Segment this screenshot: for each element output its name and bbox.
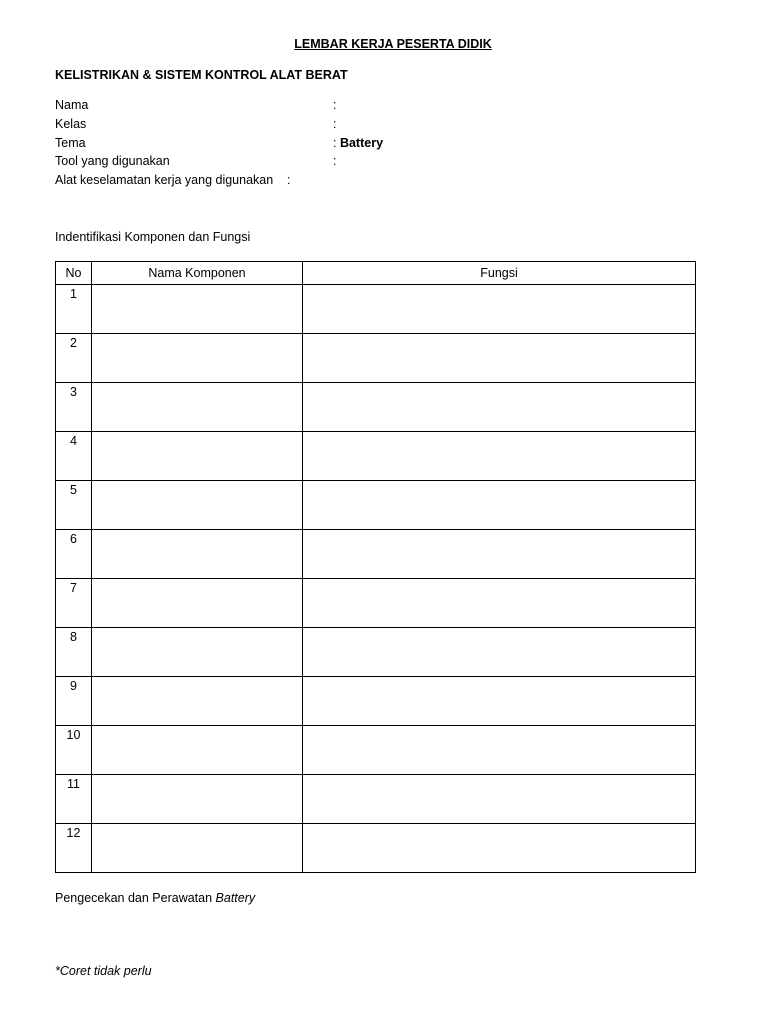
row-number: 8 [56,628,92,677]
checking-title [55,891,255,905]
row-number: 10 [56,726,92,775]
function-cell[interactable] [303,726,696,775]
subject-heading: KELISTRIKAN & SISTEM KONTROL ALAT BERAT [55,68,348,82]
checking-title-text: Pengecekan dan Perawatan [55,891,216,905]
table-header-row [56,262,696,285]
header-no: No [56,262,92,285]
component-name-cell[interactable] [92,677,303,726]
component-name-cell[interactable] [92,579,303,628]
component-table [55,261,696,873]
field-kelas [55,117,695,135]
row-number: 2 [56,334,92,383]
function-cell[interactable] [303,285,696,334]
field-colon: : [333,154,337,168]
table-row [56,628,696,677]
component-name-cell[interactable] [92,432,303,481]
row-number: 7 [56,579,92,628]
component-name-cell[interactable] [92,285,303,334]
function-cell[interactable] [303,824,696,873]
function-cell[interactable] [303,481,696,530]
field-nama [55,98,695,116]
function-cell[interactable] [303,775,696,824]
table-row [56,383,696,432]
header-function: Fungsi [303,262,696,285]
field-label: Kelas [55,117,87,131]
field-label: Tema [55,136,86,150]
row-number: 5 [56,481,92,530]
table-row [56,285,696,334]
row-number: 4 [56,432,92,481]
function-cell[interactable] [303,579,696,628]
component-name-cell[interactable] [92,628,303,677]
identification-title: Indentifikasi Komponen dan Fungsi [55,230,251,244]
checking-title-italic: Battery [215,891,256,905]
function-cell[interactable] [303,383,696,432]
table-row [56,530,696,579]
function-cell[interactable] [303,432,696,481]
field-label: Nama [55,98,89,112]
table-row [56,579,696,628]
field-value[interactable]: Battery [339,136,384,150]
field-tool [55,154,695,172]
table-row [56,432,696,481]
row-number: 9 [56,677,92,726]
component-name-cell[interactable] [92,775,303,824]
row-number: 1 [56,285,92,334]
component-name-cell[interactable] [92,726,303,775]
table-row [56,824,696,873]
table-row [56,334,696,383]
row-number: 6 [56,530,92,579]
field-colon: : [333,98,337,112]
row-number: 11 [56,775,92,824]
field-label: Tool yang digunakan [55,154,170,168]
function-cell[interactable] [303,530,696,579]
row-number: 12 [56,824,92,873]
page-title: LEMBAR KERJA PESERTA DIDIK [294,37,492,51]
function-cell[interactable] [303,677,696,726]
component-name-cell[interactable] [92,481,303,530]
field-label: Alat keselamatan kerja yang digunakan [55,173,274,187]
component-name-cell[interactable] [92,530,303,579]
field-safety-equipment [55,173,695,191]
row-number: 3 [56,383,92,432]
table-row [56,775,696,824]
field-colon: : Battery [333,136,384,150]
component-name-cell[interactable] [92,334,303,383]
function-cell[interactable] [303,334,696,383]
component-name-cell[interactable] [92,824,303,873]
footnote: *Coret tidak perlu [55,964,152,978]
table-row [56,726,696,775]
field-tema [55,136,695,154]
table-row [56,677,696,726]
header-component-name: Nama Komponen [92,262,303,285]
component-name-cell[interactable] [92,383,303,432]
field-colon: : [287,173,291,187]
function-cell[interactable] [303,628,696,677]
field-colon: : [333,117,337,131]
table-row [56,481,696,530]
